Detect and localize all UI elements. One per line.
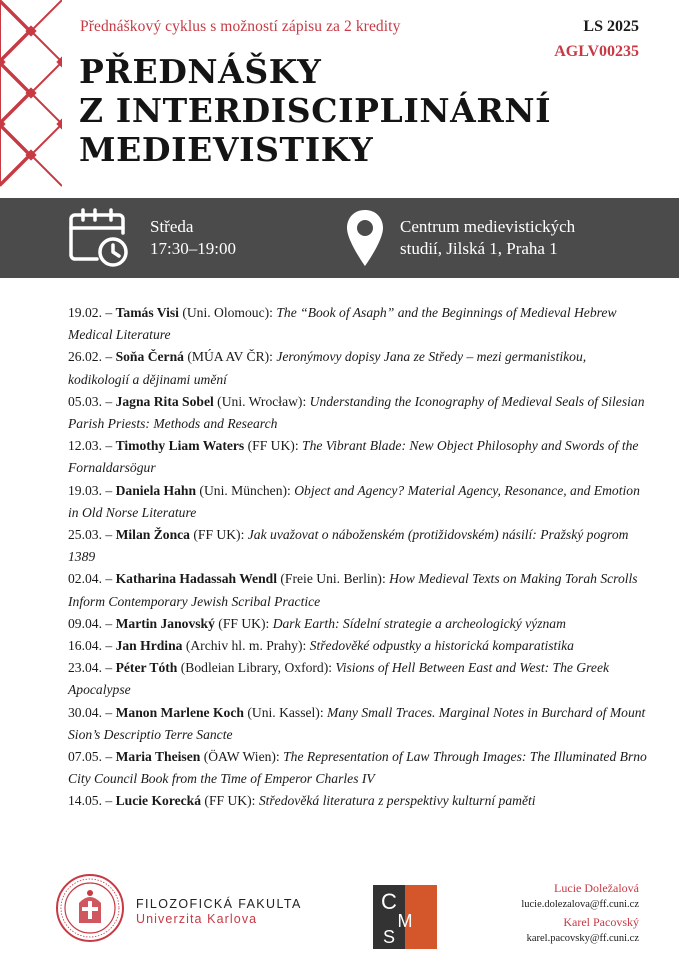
- lecture-date: 23.04. –: [68, 660, 116, 676]
- lecture-affiliation: (MÚA AV ČR):: [183, 349, 277, 365]
- lecture-speaker: Timothy Liam Waters: [115, 438, 245, 454]
- lecture-speaker: Péter Tóth: [115, 660, 178, 676]
- title-line: PŘEDNÁŠKY: [79, 52, 322, 91]
- lecture-date: 19.02. –: [68, 305, 116, 320]
- lecture-date: 19.03. –: [68, 482, 116, 498]
- lecture-date: 02.04. –: [68, 571, 116, 587]
- lecture-affiliation: (Uni. München):: [196, 482, 295, 498]
- lecture-date: 09.04. –: [68, 615, 116, 631]
- lecture-title: Visions of Hell Between East and West: The Greek Apocalypse: [68, 660, 610, 698]
- lecture-title: Jak uvažovat o náboženském (protižidovském) násilí: Pražský pogrom 1389: [68, 527, 629, 565]
- contact-email-link[interactable]: lucie.dolezalova@ff.cuni.cz: [521, 899, 639, 910]
- lecture-date: 30.04. –: [68, 704, 116, 720]
- lecture-speaker: Jagna Rita Sobel: [115, 393, 214, 409]
- lecture-affiliation: (FF UK):: [244, 438, 303, 454]
- lecture-speaker: Milan Žonca: [115, 527, 190, 543]
- lecture-speaker: Lucie Korecká: [115, 793, 202, 809]
- list-item: [68, 391, 648, 435]
- lecture-affiliation: (FF UK):: [189, 527, 248, 543]
- lecture-date: 16.04. –: [68, 638, 116, 654]
- university-name: Univerzita Karlova: [136, 912, 258, 926]
- lecture-speaker: Tamás Visi: [115, 305, 179, 320]
- lecture-speaker: Manon Marlene Koch: [115, 704, 244, 720]
- lecture-affiliation: (FF UK):: [201, 793, 259, 809]
- contact-email-link[interactable]: karel.pacovsky@ff.cuni.cz: [526, 933, 639, 944]
- list-item: [68, 635, 648, 657]
- lecture-title: Středověké odpustky a historická komparatistika: [309, 638, 574, 654]
- lecture-title: Středověká literatura z perspektivy kulturní paměti: [258, 793, 536, 809]
- course-code: AGLV00235: [554, 43, 639, 60]
- schedule-text: [150, 216, 236, 260]
- lecture-affiliation: (Uni. Olomouc):: [178, 305, 277, 320]
- lecture-affiliation: (FF UK):: [214, 615, 273, 631]
- lecture-date: 07.05. –: [68, 749, 116, 765]
- lecture-affiliation: (Archiv hl. m. Prahy):: [182, 638, 310, 654]
- university-seal-logo: [55, 873, 125, 943]
- faculty-logo-text: [136, 897, 302, 926]
- time-range: 17:30–19:00: [150, 239, 236, 258]
- lecture-title: Object and Agency? Material Agency, Resonance, and Emotion in Old Norse Literature: [68, 482, 640, 520]
- lecture-affiliation: (Freie Uni. Berlin):: [277, 571, 390, 587]
- venue-text: [400, 216, 575, 260]
- lecture-affiliation: (Uni. Wrocław):: [213, 393, 310, 409]
- lecture-speaker: Daniela Hahn: [115, 482, 197, 498]
- lecture-date: 12.03. –: [68, 438, 116, 454]
- title-line: Z INTERDISCIPLINÁRNÍ: [79, 91, 552, 130]
- contact-block: [521, 880, 639, 948]
- list-item: [68, 302, 648, 346]
- lecture-title: Many Small Traces. Marginal Notes in Burchard of Mount Sion’s Descriptio Terre Sancte: [68, 704, 646, 742]
- corner-diamond-pattern: [0, 0, 62, 198]
- contact-name: Lucie Doležalová: [554, 881, 639, 895]
- lecture-date: 26.02. –: [68, 349, 116, 365]
- location-pin-icon: [345, 208, 385, 268]
- lecture-speaker: Jan Hrdina: [115, 638, 183, 654]
- list-item: [68, 480, 648, 524]
- title-line: MEDIEVISTIKY: [79, 130, 374, 169]
- lecture-title: Jeronýmovy dopisy Jana ze Středy – mezi germanistikou, kodikologií a dějinami umění: [68, 349, 587, 387]
- list-item: [68, 702, 648, 746]
- lecture-title: Understanding the Iconography of Medieval Seals of Silesian Parish Priests: Methods and Research: [68, 393, 645, 432]
- lecture-affiliation: (ÖAW Wien):: [200, 749, 284, 765]
- lecture-title: The “Book of Asaph” and the Beginnings of Medieval Hebrew Medical Literature: [68, 305, 617, 343]
- list-item: [68, 613, 648, 635]
- lecture-title: The Representation of Law Through Images: The Illuminated Brno City Council Book from the Time of Emperor Charles IV: [68, 749, 647, 787]
- lecture-speaker: Soňa Černá: [115, 349, 184, 365]
- lecture-title: The Vibrant Blade: New Object Philosophy and Swords of the Fornaldarsögur: [68, 438, 639, 476]
- lecture-list: [68, 302, 648, 813]
- lecture-speaker: Martin Janovský: [115, 615, 215, 631]
- weekday: Středa: [150, 217, 194, 236]
- list-item: [68, 524, 648, 568]
- semester-label: LS 2025: [583, 18, 639, 35]
- cms-letter: S: [382, 927, 396, 947]
- lecture-title: Dark Earth: Sídelní strategie a archeologický význam: [272, 615, 566, 631]
- list-item: [68, 568, 648, 612]
- lecture-title: How Medieval Texts on Making Torah Scrolls Inform Contemporary Jewish Scribal Practice: [68, 571, 638, 609]
- calendar-clock-icon: [67, 207, 131, 269]
- contact-name: Karel Pacovský: [563, 915, 639, 929]
- lecture-speaker: Katharina Hadassah Wendl: [115, 571, 277, 587]
- cms-letter: C: [381, 889, 397, 914]
- page-title: [79, 52, 551, 169]
- lecture-date: 14.05. –: [68, 793, 116, 809]
- cms-letter: M: [397, 911, 413, 931]
- list-item: [68, 746, 648, 790]
- info-band: [0, 198, 679, 278]
- lecture-affiliation: (Uni. Kassel):: [243, 704, 328, 720]
- list-item: [68, 435, 648, 479]
- list-item: [68, 657, 648, 701]
- list-item: [68, 790, 648, 812]
- course-subtitle: Přednáškový cyklus s možností zápisu za 2 kredity: [80, 18, 401, 35]
- venue-line: Centrum medievistických: [400, 217, 576, 236]
- lecture-affiliation: (Bodleian Library, Oxford):: [177, 660, 336, 676]
- list-item: [68, 346, 648, 390]
- lecture-date: 05.03. –: [68, 393, 116, 409]
- lecture-date: 25.03. –: [68, 527, 116, 543]
- lecture-speaker: Maria Theisen: [115, 749, 201, 765]
- cms-logo: [373, 885, 437, 949]
- venue-line: studií, Jilská 1, Praha 1: [400, 239, 558, 258]
- faculty-name: FILOZOFICKÁ FAKULTA: [136, 897, 302, 911]
